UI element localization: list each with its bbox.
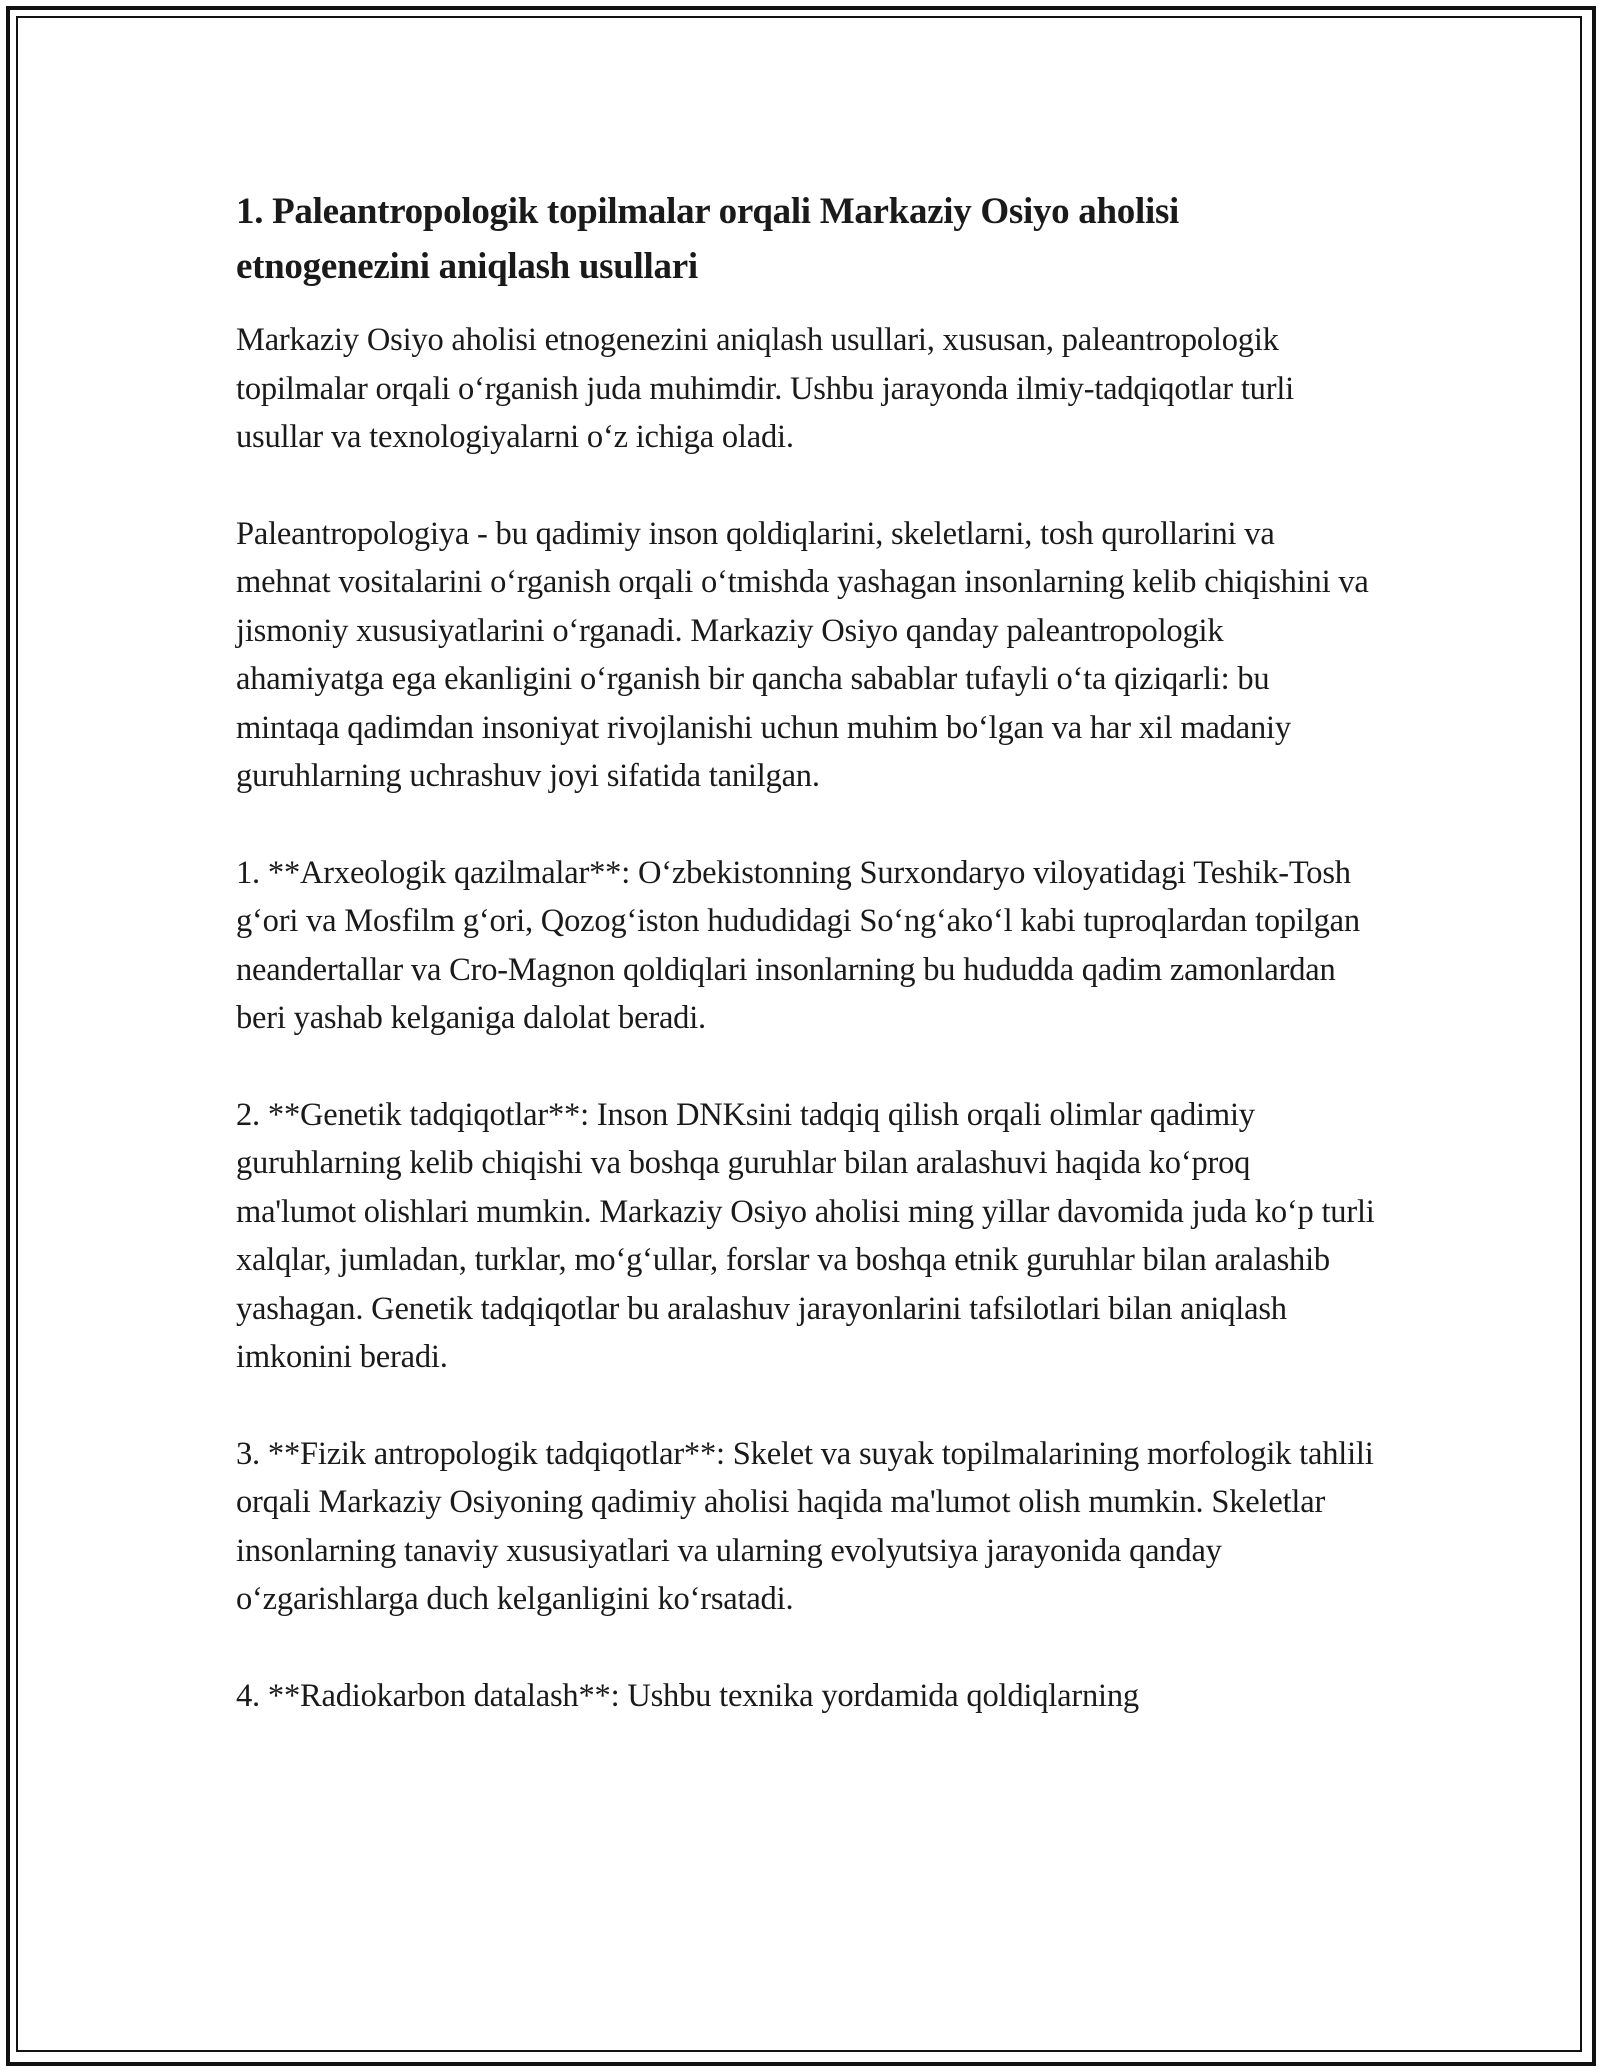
paragraph-genetic: 2. **Genetik tadqiqotlar**: Inson DNKsini tadqiq qilish orqali olimlar qadimiy guruhlarning kelib chiqishi va boshqa guruhlar bilan aralashuvi haqida ko‘proq ma'lumot olishlari mumkin. Markaziy Osiyo aholisi ming yillar davomida juda ko‘p turli xalqlar, jumladan, turklar, mo‘g‘ullar, forslar va boshqa etnik guruhlar bilan aralashib yashagan. Genetik tadqiqotlar bu aralashuv jarayonlarini tafsilotlari bilan aniqlash imkonini beradi.: [236, 1096, 1375, 1375]
document-heading: 1. Paleantropologik topilmalar orqali Markaziy Osiyo aholisi etnogenezini aniqlash usullari: [236, 191, 1180, 287]
paragraph-radiocarbon: 4. **Radiokarbon datalash**: Ushbu texnika yordamida qoldiqlarning: [236, 1677, 1139, 1714]
paragraph-physical-anthropology: 3. **Fizik antropologik tadqiqotlar**: Skelet va suyak topilmalarining morfologik tahlili orqali Markaziy Osiyoning qadimiy aholisi haqida ma'lumot olish mumkin. Skeletlar insonlarning tanaviy xususiyatlari va ularning evolyutsiya jarayonida qanday o‘zgarishlarga duch kelganligini ko‘rsatadi.: [236, 1435, 1374, 1617]
document-body: [236, 184, 1376, 1768]
paragraph-archaeological: 1. **Arxeologik qazilmalar**: O‘zbekistonning Surxondaryo viloyatidagi Teshik-Tosh g‘ori va Mosfilm g‘ori, Qozog‘iston hududidagi So‘ng‘ako‘l kabi tuproqlardan topilgan neandertallar va Cro-Magnon qoldiqlari insonlarning bu hududda qadim zamonlardan beri yashab kelganiga dalolat beradi.: [236, 854, 1360, 1036]
paragraph-paleoanthropology: Paleantropologiya - bu qadimiy inson qoldiqlarini, skeletlarni, tosh qurollarini va mehnat vositalarini o‘rganish orqali o‘tmishda yashagan insonlarning kelib chiqishini va jismoniy xususiyatlarini o‘rganadi. Markaziy Osiyo qanday paleantropologik ahamiyatga ega ekanligini o‘rganish bir qancha sabablar tufayli o‘ta qiziqarli: bu mintaqa qadimdan insoniyat rivojlanishi uchun muhim bo‘lgan va har xil madaniy guruhlarning uchrashuv joyi sifatida tanilgan.: [236, 515, 1369, 794]
paragraph-intro: Markaziy Osiyo aholisi etnogenezini aniqlash usullari, xususan, paleantropologik topilmalar orqali o‘rganish juda muhimdir. Ushbu jarayonda ilmiy-tadqiqotlar turli usullar va texnologiyalarni o‘z ichiga oladi.: [236, 322, 1295, 455]
